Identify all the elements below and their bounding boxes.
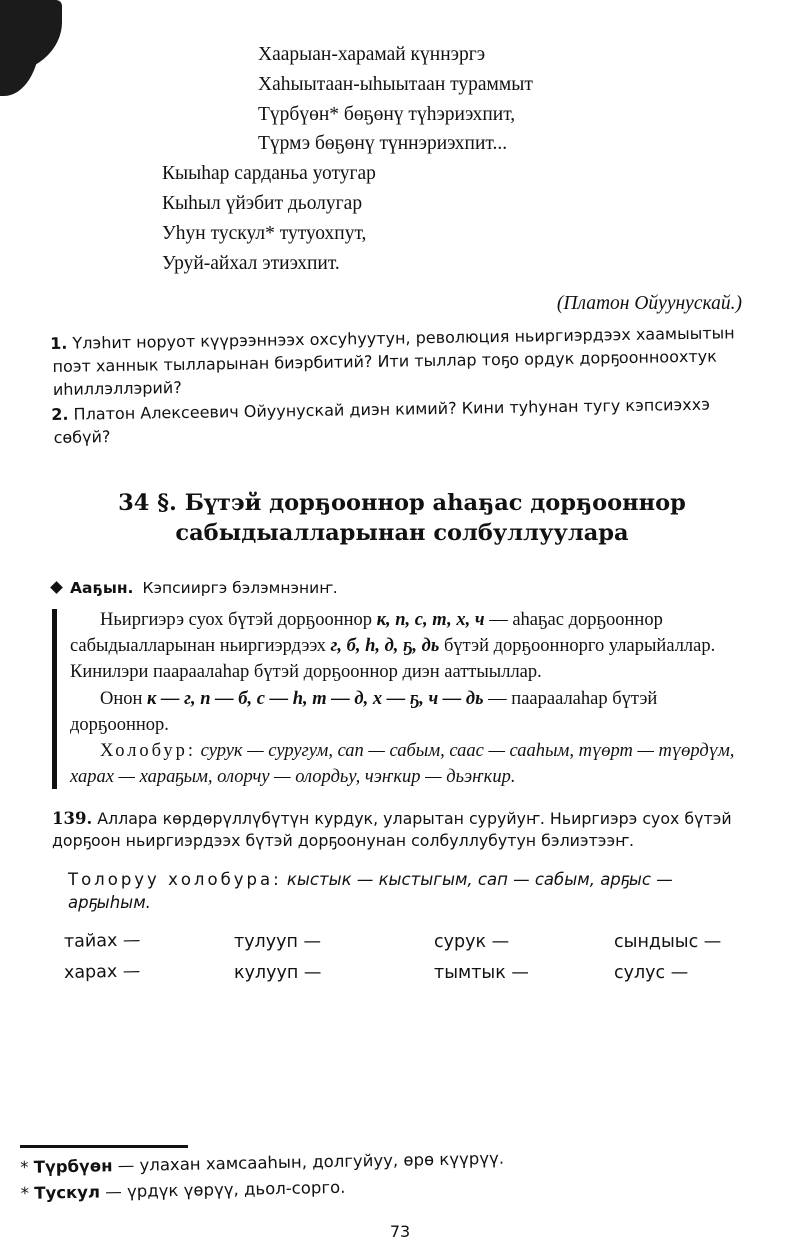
rule-p1-letters-voiceless: к, п, с, т, х, ч — [376, 609, 485, 630]
footnote-term: Тускул — [34, 1182, 101, 1203]
rule-p2-letter-pairs: к — г, п — б, с — һ, т — д, х — ҕ, ч — дь — [147, 688, 484, 709]
word-cell: тайах — — [63, 930, 141, 953]
word-cell: кулууп — — [234, 962, 322, 983]
word-grid — [52, 930, 752, 985]
questions-block — [52, 322, 754, 449]
example-text: сурук — суругум, сап — сабым, саас — сааһым, түөрт — түөрдүм, харах — хараҕым, олорчу — олордьу, чэҥкир — дьэҥкир. — [70, 741, 735, 788]
section-title-line2: сабыдыалларынан солбуллуулара — [175, 519, 629, 546]
question-text: Үлэһит норуот күүрээннээх охсуһуутун, революция ньиргиэрдээх хаамыытын поэт ханнык тылларынан биэрбитий? Ити тыллар тоҕо ордук дорҕоонноохтук иһиллэллэрий? — [52, 322, 735, 399]
task-text: Кэпсииргэ бэлэмнэниҥ. — [142, 578, 338, 597]
section-number: 34 §. — [118, 490, 177, 516]
task-marker-line — [52, 579, 752, 597]
exercise-paragraph — [52, 807, 752, 852]
footnotes-block — [20, 1142, 741, 1208]
question-text: Платон Алексеевич Ойуунускай диэн кимий? Кини туһунан тугу кэпсиэххэ сөбүй? — [53, 393, 711, 447]
footnote-text: — улахан хамсааһын, долгуйуу, өрө күүрүү. — [112, 1148, 505, 1176]
exercise-139 — [52, 807, 752, 986]
question-item — [53, 392, 754, 449]
rule-block — [52, 607, 752, 791]
example-label: Холобур: — [100, 741, 197, 762]
poem-line: Кыһыл үйэбит дьолугар — [162, 193, 363, 215]
word-cell: сулус — — [614, 962, 689, 983]
poem-line: Уруй-айхал этиэхпит. — [162, 252, 340, 274]
task-label: Ааҕын. — [70, 578, 134, 597]
poem-line: Түрмэ бөҕөнү түннэриэхпит... — [258, 133, 508, 155]
exercise-example-text: кыстык — кыстыгым, сап — сабым, арҕыс — арҕыһым. — [68, 869, 673, 912]
footnote-text: — үрдүк үөрүү, дьол-сорго. — [99, 1177, 346, 1202]
poem-line: Түрбүөн* бөҕөнү түһэриэхпит, — [258, 103, 516, 125]
rule-p1-part-c: бүтэй дорҕооннорго уларыйаллар. Кинилэри паараалаһар бүтэй дорҕооннор диэн ааттыыллар. — [70, 636, 716, 683]
exercise-text: Аллара көрдөрүллүбүтүн курдук, уларытан суруйуҥ. Ньиргиэрэ суох бүтэй дорҕоон ньиргиэрдээх бүтэй дорҕоонунан солбуллубутун бэлиэтээҥ. — [52, 808, 732, 850]
rule-p2-part-b: — паараалаһар бүтэй дорҕооннор. — [70, 688, 658, 735]
exercise-example — [52, 868, 752, 914]
page-content — [52, 40, 752, 985]
poem-author: (Платон Ойуунускай.) — [556, 292, 742, 314]
page-number: 73 — [389, 1222, 411, 1241]
poem-block — [52, 40, 752, 279]
footnote-separator — [20, 1145, 188, 1148]
question-number: 2. — [51, 404, 69, 424]
rule-p1-part-b: — аһаҕас дорҕооннор сабыдыалларынан ньиргиэрдээх — [70, 609, 663, 657]
rule-example-paragraph — [70, 738, 752, 791]
rule-p2-part-a: Онон — [100, 688, 148, 709]
question-item — [52, 322, 753, 402]
word-cell: тулууп — — [234, 932, 321, 953]
diamond-bullet-icon — [50, 581, 63, 594]
rule-paragraph-1 — [70, 607, 752, 686]
footnote-term: Түрбүөн — [33, 1156, 113, 1177]
question-number: 1. — [50, 333, 68, 353]
rule-paragraph-2 — [70, 686, 752, 739]
poem-line: Уһун тускул* тутуохпут, — [162, 222, 367, 244]
poem-line: Хаарыан-харамай күннэргэ — [258, 44, 486, 65]
word-cell: сындыыс — — [614, 932, 722, 953]
word-cell: харах — — [63, 961, 141, 983]
section-title-line1: Бүтэй дорҕооннор аһаҕас дорҕооннор — [184, 490, 686, 516]
rule-sidebar — [52, 609, 57, 789]
footnote-star: * — [20, 1157, 29, 1177]
rule-p1-part-a: Ньиргиэрэ суох бүтэй дорҕооннор — [100, 609, 377, 630]
rule-p1-letters-voiced: г, б, һ, д, ҕ, дь — [330, 636, 440, 657]
poem-line: Кыыһар сарданьа уотугар — [162, 163, 376, 185]
poem-line: Хаһыытаан-ыһыытаан тураммыт — [258, 73, 533, 95]
section-heading — [52, 489, 752, 549]
exercise-example-label: Толоруу холобура: — [68, 869, 282, 889]
word-cell: тымтык — — [434, 962, 529, 983]
footnote-star: * — [20, 1183, 30, 1203]
word-cell: сурук — — [434, 932, 510, 953]
exercise-number: 139. — [52, 808, 93, 828]
